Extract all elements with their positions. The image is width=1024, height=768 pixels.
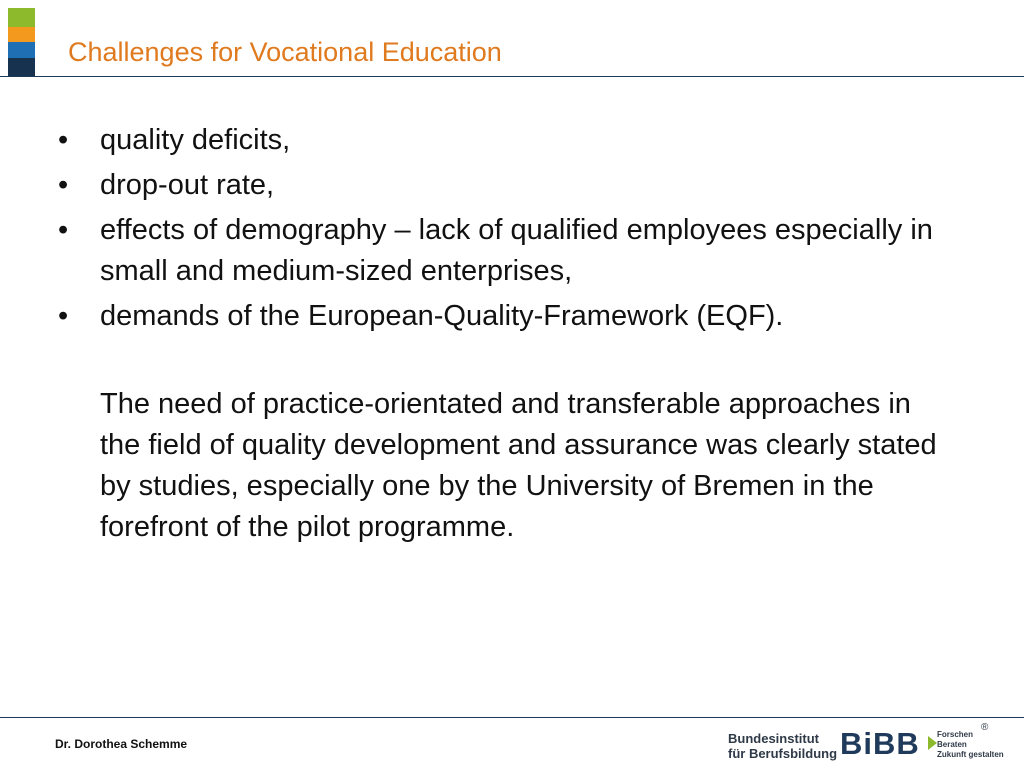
- bullet-item: [58, 210, 958, 292]
- bullet-marker: •: [58, 214, 69, 246]
- bullet-text: drop-out rate,: [100, 169, 275, 201]
- top-divider: [0, 76, 1024, 77]
- color-bar-navy: [8, 58, 35, 76]
- bullet-item: [58, 165, 958, 206]
- slide-title: Challenges for Vocational Education: [68, 37, 502, 67]
- author-name: Dr. Dorothea Schemme: [55, 737, 188, 751]
- bullet-text: demands of the European-Quality-Framework (EQF).: [100, 300, 784, 332]
- logo-institute-line1: Bundesinstitut: [728, 731, 819, 746]
- bullet-marker: •: [58, 124, 69, 156]
- logo-slogan-line1: Forschen: [937, 730, 974, 739]
- registered-mark: ®: [981, 722, 989, 733]
- bibb-logo: [728, 722, 1018, 764]
- bullet-item: [58, 296, 958, 337]
- logo-bibb-wordmark: BiBB: [840, 726, 920, 761]
- logo-slogan-line2: Beraten: [937, 740, 967, 749]
- bullet-item: [58, 120, 958, 161]
- color-bar-green: [8, 8, 35, 27]
- bullet-marker: •: [58, 169, 69, 201]
- bullet-list: [58, 120, 958, 337]
- slide-content: [58, 120, 958, 548]
- bullet-text: quality deficits,: [100, 124, 291, 156]
- color-bar-blue: [8, 42, 35, 58]
- bullet-text: effects of demography – lack of qualified employees especially in small and medium-sized enterprises,: [100, 214, 933, 287]
- logo-slogan-text: [937, 730, 1004, 760]
- bullet-marker: •: [58, 300, 69, 332]
- summary-paragraph: The need of practice-orientated and transferable approaches in the field of quality development and assurance was clearly stated by studies, especially one by the University of Bremen in the forefront of the pilot programme.: [100, 388, 937, 543]
- logo-slogan-line3: Zukunft gestalten: [937, 750, 1004, 759]
- logo-institute-line2: für Berufsbildung: [728, 746, 838, 761]
- color-bar-orange: [8, 27, 35, 42]
- logo-arrow-icon: [928, 736, 937, 750]
- logo-institute-text: [728, 731, 837, 761]
- bottom-divider: [0, 717, 1024, 718]
